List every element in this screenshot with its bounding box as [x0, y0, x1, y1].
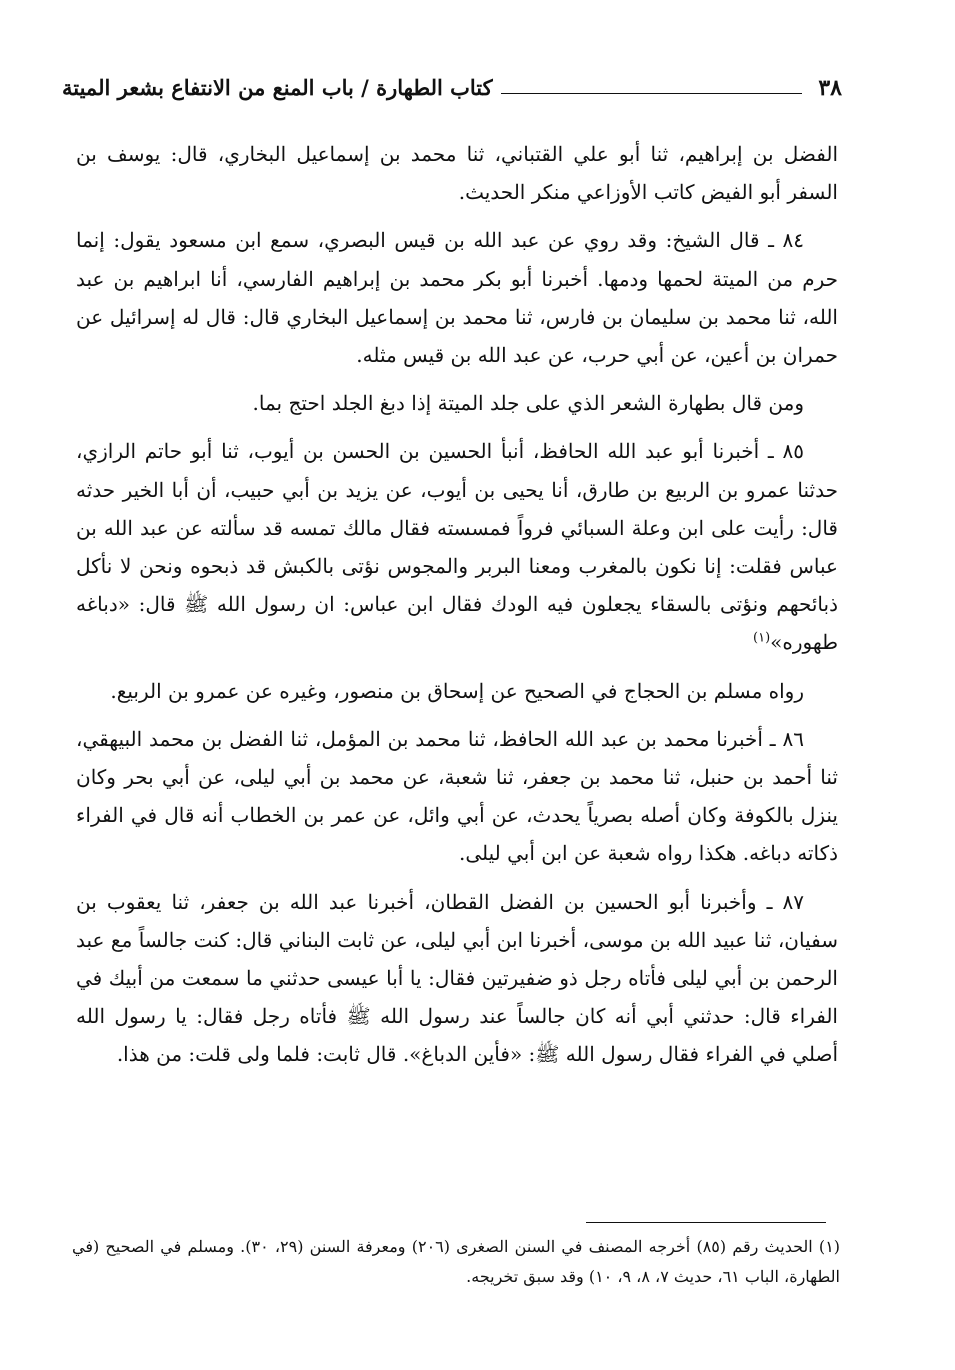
- header-rule: [501, 93, 803, 94]
- paragraph-intro: [76, 384, 838, 422]
- running-title: كتاب الطهارة / باب المنع من الانتفاع بشعر الميتة: [62, 75, 493, 100]
- footnote-reference[interactable]: (١): [753, 630, 771, 646]
- footnote-divider: [586, 1222, 826, 1223]
- footnote-text: (١) الحديث رقم (٨٥) أخرجه المصنف في السنن الصغرى (٢٠٦) ومعرفة السنن (٢٩، ٣٠). ومسلم في الصحيح (في الطهارة، الباب ٦١، حديث ٧، ٨، ٩، ١٠) وقد سبق تخريجه.: [72, 1237, 841, 1286]
- paragraph-text: ٨٥ ـ أخبرنا أبو عبد الله الحافظ، أنبأ الحسين بن الحسن بن أيوب، ثنا أبو حاتم الرازي، حدثنا عمرو بن الربيع بن طارق، أنا يحيى بن أيوب، عن يزيد بن أبي حبيب، أن أبا الخير حدثه قال: رأيت على ابن وعلة السبائي فرواً فمسسته فقال مالك تمسه قد سألته عن عبد الله بن عباس فقلت: إنا نكون بالمغرب ومعنا البربر والمجوس نؤتى بالكبش قد ذبحوه ونحن لا نأكل ذبائحهم ونؤتى بالسقاء يجعلون فيه الودك فقال ابن عباس: ان رسول الله ﷺ قال: «دباغه طهوره»: [76, 439, 838, 655]
- paragraph-84: [76, 221, 838, 374]
- paragraph-text: ٨٧ ـ وأخبرنا أبو الحسين بن الفضل القطان، أخبرنا عبد الله بن جعفر، ثنا يعقوب بن سفيان، ثنا عبيد الله بن موسى، أخبرنا ابن أبي ليلى، عن ثابت البناني قال: كنت جالساً مع عبد الرحمن بن أبي ليلى فأتاه رجل ذو ضفيرتين فقال: يا أبا عيسى حدثني ما سمعت من أبيك في الفراء قال: حدثني أبي أنه كان جالساً عند رسول الله ﷺ فأتاه رجل فقال: يا رسول الله أصلي في الفراء فقال رسول الله ﷺ: «فأين الدباغ». قال ثابت: فلما ولى قلت: من هذا.: [76, 889, 838, 1067]
- paragraph-text: ومن قال بطهارة الشعر الذي على جلد الميتة إذا دبغ الجلد احتج بما.: [252, 391, 804, 416]
- paragraph-85: [76, 432, 838, 661]
- paragraph-86: [76, 720, 838, 873]
- paragraph-text: ٨٦ ـ أخبرنا محمد بن عبد الله الحافظ، ثنا محمد بن المؤمل، ثنا الفضل بن محمد البيهقي، ثنا أحمد بن حنبل، ثنا محمد بن جعفر، ثنا شعبة، عن محمد بن أبي ليلى، عن أبي بحر وكان ينزل بالكوفة وكان أصله بصرياً يحدث، عن أبي وائل، عن عمر بن الخطاب أنه قال في الفراء ذكاته دباغه. هكذا رواه شعبة عن ابن أبي ليلى.: [76, 726, 838, 866]
- paragraph-text: الفضل بن إبراهيم، ثنا أبو علي القتباني، ثنا محمد بن إسماعيل البخاري، قال: يوسف بن السفر أبو الفيض كاتب الأوزاعي منكر الحديث.: [76, 142, 838, 205]
- page-number: ٣٨: [818, 75, 842, 101]
- paragraph-text: رواه مسلم بن الحجاج في الصحيح عن إسحاق بن منصور، وغيره عن عمرو بن الربيع.: [110, 678, 804, 703]
- footnote: [72, 1232, 840, 1292]
- main-text: [76, 135, 838, 1084]
- paragraph-riwaya: [76, 672, 838, 710]
- paragraph-text: ٨٤ ـ قال الشيخ: وقد روي عن عبد الله بن قيس البصري، سمع ابن مسعود يقول: إنما حرم من الميتة لحمها ودمها. أخبرنا أبو بكر محمد بن إبراهيم الفارسي، أنا ابراهيم بن عبد الله، ثنا محمد بن سليمان بن فارس، ثنا محمد بن إسماعيل البخاري قال: قال له إسرائيل عن حمران بن أعين، عن أبي حرب، عن عبد الله بن قيس مثله.: [76, 228, 838, 368]
- paragraph-continuation: [76, 135, 838, 211]
- running-header: [62, 74, 842, 102]
- paragraph-87: [76, 883, 838, 1074]
